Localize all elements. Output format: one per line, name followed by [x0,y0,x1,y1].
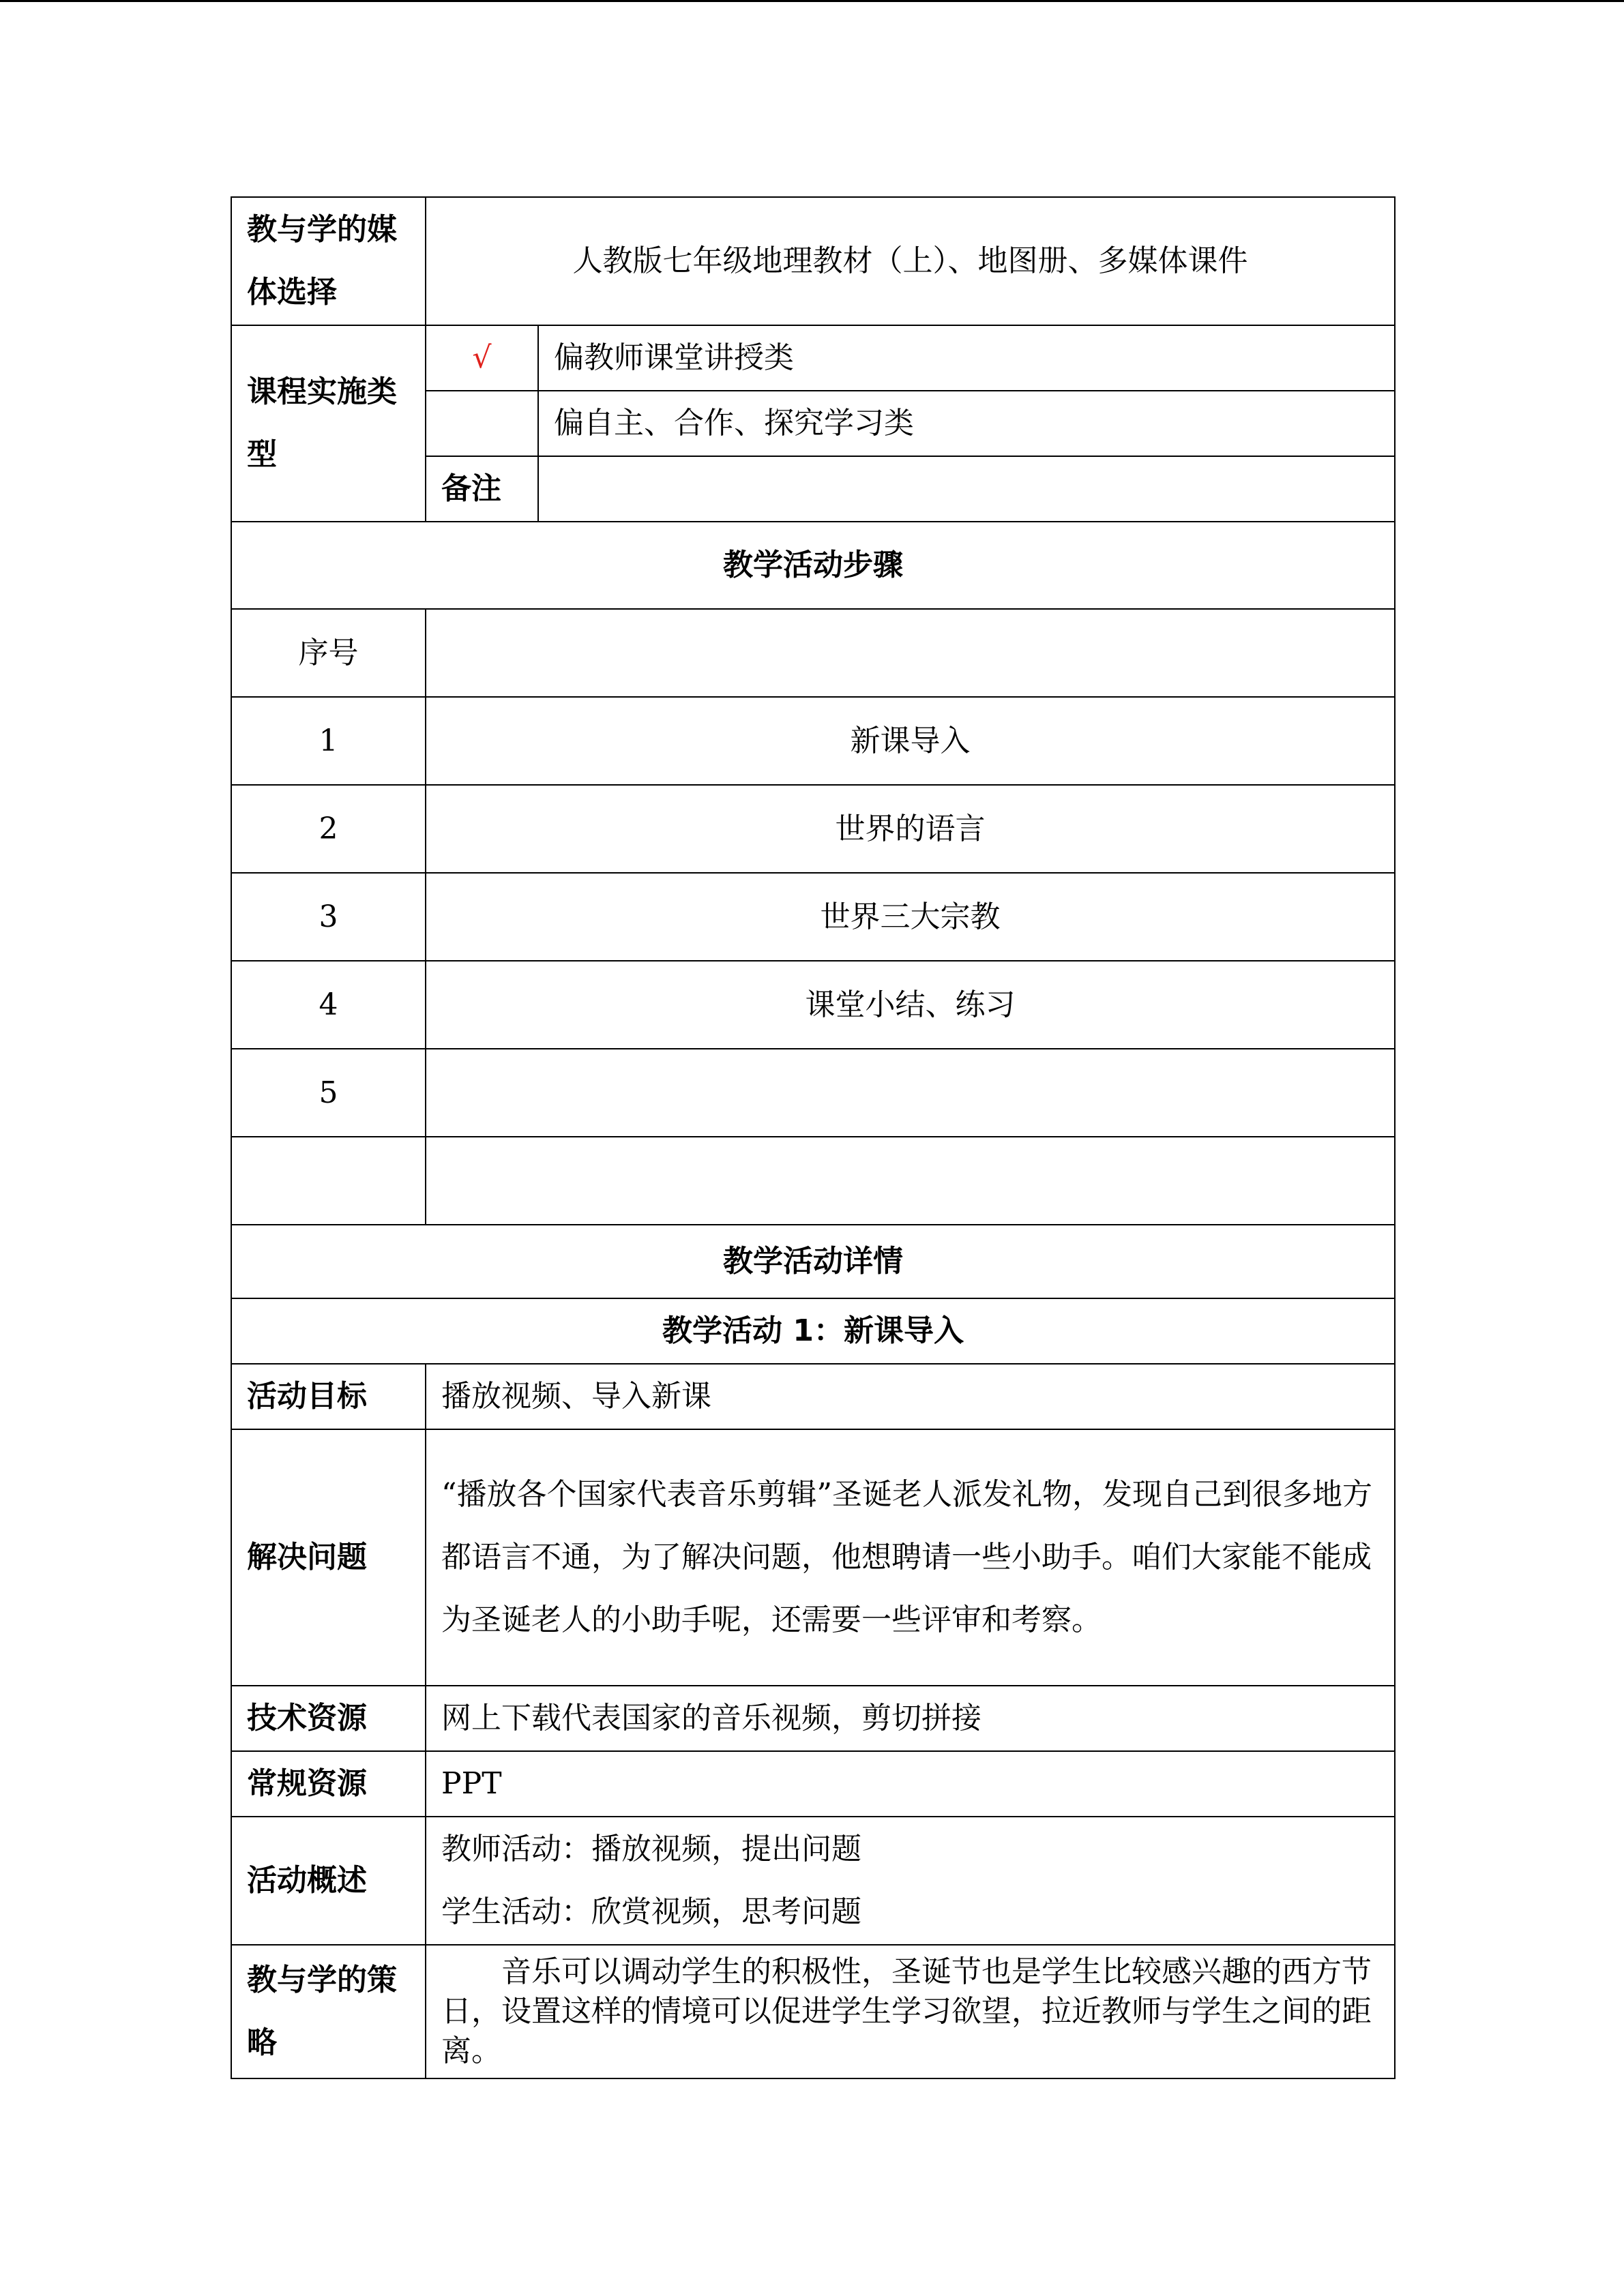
goal-label: 活动目标 [231,1364,426,1429]
goal-row [231,1364,1395,1429]
step-number [231,1137,426,1225]
page-top-border [0,0,1624,2]
note-value [538,456,1395,522]
problem-label: 解决问题 [231,1429,426,1686]
steps-header-content [426,609,1395,697]
step-number: 1 [231,697,426,785]
tech-label: 技术资源 [231,1686,426,1751]
step-row [231,785,1395,873]
checkmark-empty [426,391,538,456]
tech-value: 网上下载代表国家的音乐视频，剪切拼接 [426,1686,1395,1751]
note-label: 备注 [426,456,538,522]
step-content: 课堂小结、练习 [426,961,1395,1049]
strategy-value: 音乐可以调动学生的积极性，圣诞节也是学生比较感兴趣的西方节日，设置这样的情境可以促进学生学习欲望，拉近教师与学生之间的距离。 [426,1945,1395,2078]
regular-value: PPT [426,1751,1395,1817]
activity-title-row [231,1298,1395,1364]
step-number: 2 [231,785,426,873]
details-title: 教学活动详情 [231,1225,1395,1298]
strategy-label: 教与学的策略 [231,1945,426,2078]
overview-row [231,1817,1395,1945]
step-content: 新课导入 [426,697,1395,785]
step-content [426,1137,1395,1225]
step-row [231,697,1395,785]
media-label: 教与学的媒体选择 [231,197,426,325]
problem-row [231,1429,1395,1686]
step-row [231,1049,1395,1137]
goal-value: 播放视频、导入新课 [426,1364,1395,1429]
problem-value: “播放各个国家代表音乐剪辑”圣诞老人派发礼物，发现自己到很多地方都语言不通，为了解决问题，他想聘请一些小助手。咱们大家能不能成为圣诞老人的小助手呢，还需要一些评审和考察。 [426,1429,1395,1686]
steps-header-row [231,609,1395,697]
strategy-row [231,1945,1395,2078]
media-row [231,197,1395,325]
overview-label: 活动概述 [231,1817,426,1945]
step-row [231,873,1395,961]
media-value: 人教版七年级地理教材（上）、地图册、多媒体课件 [426,197,1395,325]
step-number: 5 [231,1049,426,1137]
step-row [231,961,1395,1049]
steps-title: 教学活动步骤 [231,522,1395,609]
regular-label: 常规资源 [231,1751,426,1817]
step-content [426,1049,1395,1137]
course-type-label: 课程实施类型 [231,325,426,522]
overview-student: 学生活动：欣赏视频，思考问题 [441,1894,861,1929]
details-title-row [231,1225,1395,1298]
steps-title-row [231,522,1395,609]
course-type-option-2: 偏自主、合作、探究学习类 [538,391,1395,456]
course-type-row-1 [231,325,1395,391]
overview-cell [426,1817,1395,1945]
step-content: 世界的语言 [426,785,1395,873]
activity-title: 教学活动 1：新课导入 [231,1298,1395,1364]
course-type-option-1: 偏教师课堂讲授类 [538,325,1395,391]
checkmark: √ [426,325,538,391]
steps-header-no: 序号 [231,609,426,697]
step-number: 3 [231,873,426,961]
lesson-plan-table [231,196,1396,2079]
overview-teacher: 教师活动：播放视频，提出问题 [441,1832,861,1866]
step-number: 4 [231,961,426,1049]
step-content: 世界三大宗教 [426,873,1395,961]
regular-row [231,1751,1395,1817]
tech-row [231,1686,1395,1751]
step-row [231,1137,1395,1225]
